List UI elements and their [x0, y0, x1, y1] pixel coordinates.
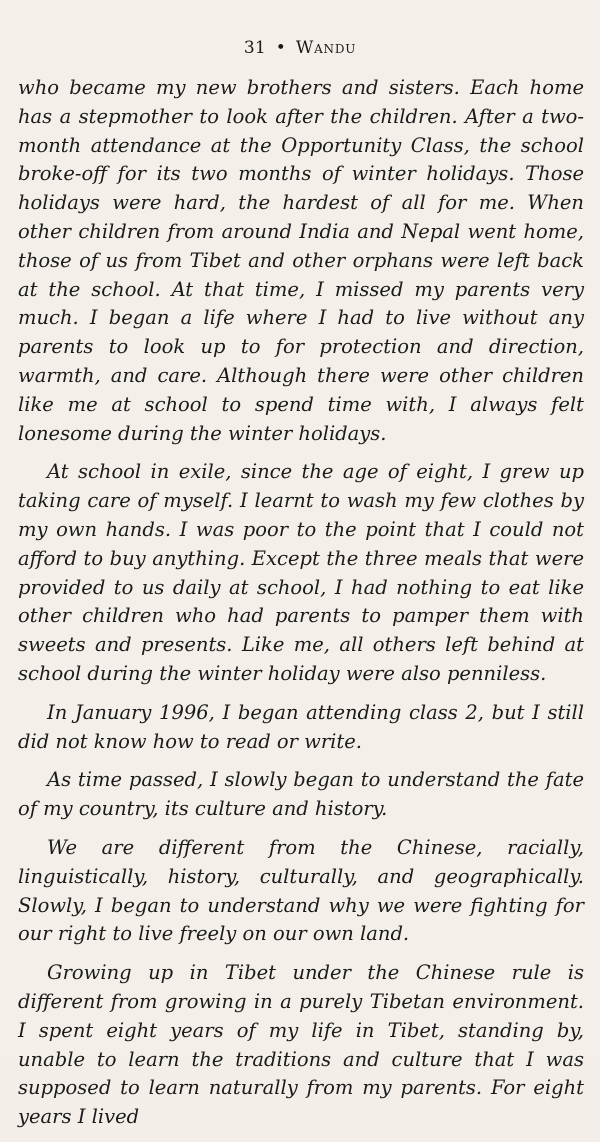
paragraph: As time passed, I slowly began to understand the fate of my country, its culture and history. [18, 768, 584, 821]
paragraph: In January 1996, I began attending class 2, but I still did not know how to read or write. [18, 700, 584, 753]
paragraph: We are different from the Chinese, racially, linguistically, history, culturally, and geographically. Slowly, I began to understand why we were fighting for our right to live freely on our own land. [18, 835, 584, 946]
paragraph: Growing up in Tibet under the Chinese rule is different from growing in a purely Tibetan environment. I spent eight years of my life in Tibet, standing by, unable to learn the traditions and culture that I was supposed to learn naturally from my parents. For eight years I lived [18, 961, 584, 1129]
author-name: Wandu [295, 38, 357, 58]
paragraph: At school in exile, since the age of eight, I grew up taking care of myself. I learnt to wash my few clothes by my own hands. I was poor to the point that I could not afford to buy anything. Except the three meals that were provided to us daily at school, I had nothing to eat like other children who had parents to pamper them with sweets and presents. Like me, all others left behind at school during the winter holiday were also penniless. [18, 460, 584, 685]
header-separator: • [275, 38, 287, 58]
running-header [0, 38, 600, 58]
page-number: 31 [243, 38, 267, 58]
page-body-text [18, 74, 584, 1142]
paragraph-continuation: who became my new brothers and sisters. Each home has a stepmother to look after the children. After a two-month attendance at the Opportunity Class, the school broke-off for its two months of winter holidays. Those holidays were hard, the hardest of all for me. When other children from around India and Nepal went home, those of us from Tibet and other orphans were left back at the school. At that time, I missed my parents very much. I began a life where I had to live without any parents to look up to for protection and direction, warmth, and care. Although there were other children like me at school to spend time with, I always felt lonesome during the winter holidays. [18, 76, 584, 445]
